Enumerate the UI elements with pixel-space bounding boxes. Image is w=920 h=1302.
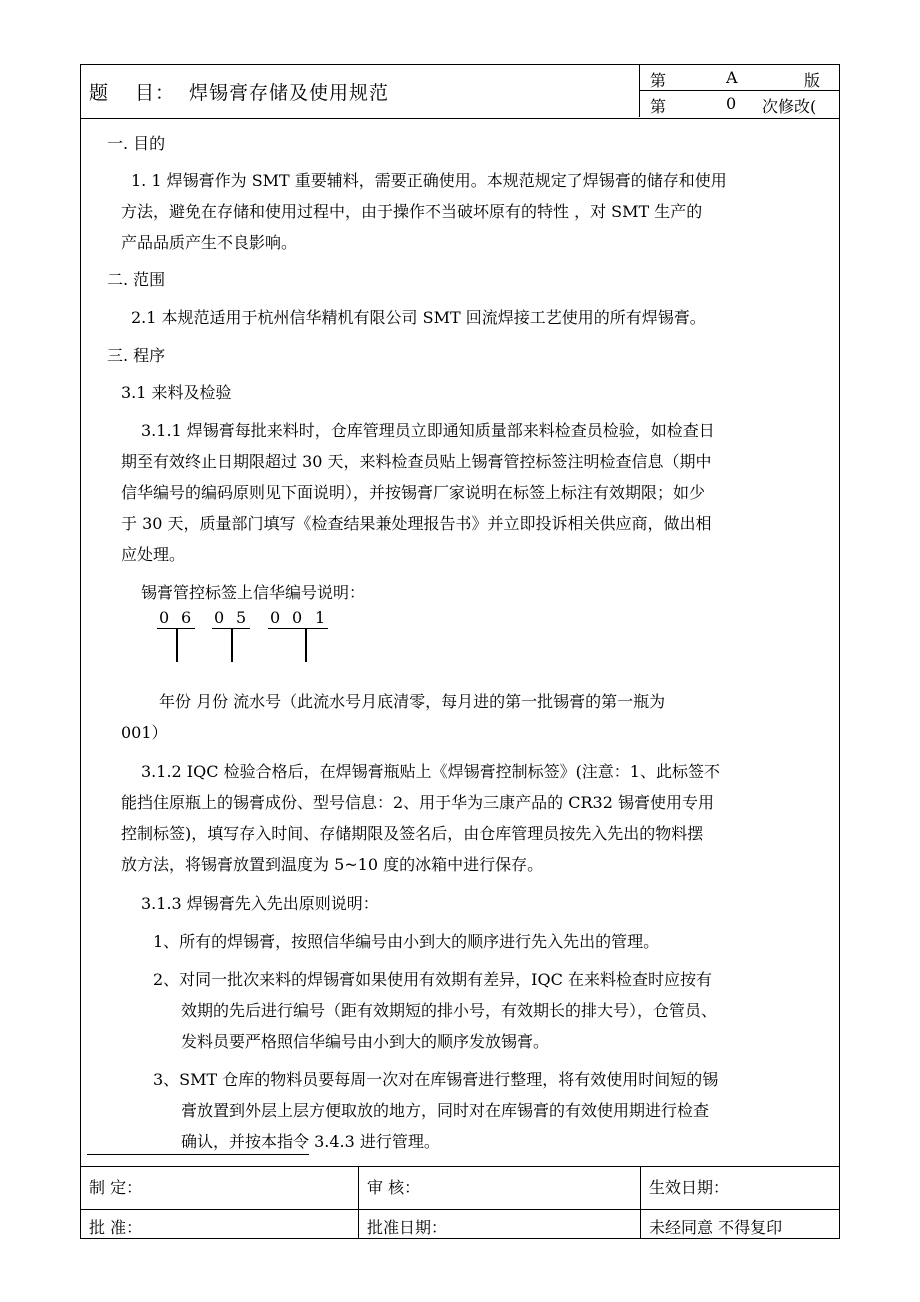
code-digit-7: 1 <box>315 608 326 627</box>
code-tick-serial <box>305 628 307 662</box>
title-label-2: 目： <box>135 82 176 104</box>
section-3-heading: 三. 程序 <box>107 346 166 365</box>
fifo-item-2-line-2: 效期的先后进行编号（距有效期短的排小号，有效期长的排大号），仓管员、 <box>181 1001 718 1020</box>
code-underline-serial <box>268 628 328 629</box>
code-digit-5: 0 <box>270 608 281 627</box>
para-3-1-1-line-2: 期至有效终止日期限超过 30 天，来料检查员贴上锡膏管控标签注明检查信息（期中 <box>121 452 712 471</box>
revision-row <box>640 91 839 117</box>
version-row <box>640 65 839 91</box>
code-digit-3: 0 <box>214 608 225 627</box>
fifo-item-3-line-1: 3、SMT 仓库的物料员要每周一次对在库锡膏进行整理，将有效使用时间短的锡 <box>153 1070 719 1089</box>
para-3-1-2-line-4: 放方法，将锡膏放置到温度为 5~10 度的冰箱中进行保存。 <box>121 855 544 874</box>
version-value: A <box>726 68 738 87</box>
code-legend-line-1: 年份 月份 流水号（此流水号月底清零，每月进的第一批锡膏的第一瓶为 <box>159 692 666 711</box>
version-prefix: 第 <box>650 71 667 90</box>
approved-by-label: 批 准： <box>89 1218 143 1237</box>
footer-row-2 <box>81 1209 839 1210</box>
para-3-1-1-line-4: 于 30 天，质量部门填写《检查结果兼处理报告书》并立即投诉相关供应商，做出相 <box>121 514 712 533</box>
para-3-1-2-line-1: 3.1.2 IQC 检验合格后，在焊锡膏瓶贴上《焊锡膏控制标签》(注意：1、此标签不 <box>141 762 720 781</box>
code-tick-month <box>231 628 233 662</box>
revision-suffix: 次修改( <box>762 97 817 116</box>
revision-box <box>639 65 839 117</box>
version-suffix: 版 <box>804 71 821 90</box>
footer-divider-1 <box>358 1167 359 1239</box>
title-label: 题 <box>89 82 110 104</box>
section-2-heading: 二. 范围 <box>107 270 166 289</box>
revision-value: 0 <box>726 94 737 113</box>
footnote-rule <box>87 1154 309 1155</box>
section-2-para: 2.1 本规范适用于杭州信华精机有限公司 SMT 回流焊接工艺使用的所有焊锡膏。 <box>131 308 706 327</box>
code-tick-year <box>176 628 178 662</box>
code-explanation-title: 锡膏管控标签上信华编号说明： <box>141 583 366 602</box>
code-legend-line-2: 001） <box>121 723 168 742</box>
no-copy-notice: 未经同意 不得复印 <box>649 1218 783 1237</box>
fifo-item-2-line-1: 2、对同一批次来料的焊锡膏如果使用有效期有差异，IQC 在来料检查时应按有 <box>153 970 712 989</box>
section-1-para-line-2: 方法，避免在存储和使用过程中，由于操作不当破坏原有的特性 ，对 SMT 生产的 <box>121 202 703 221</box>
document-frame <box>80 64 840 1239</box>
para-3-1-1-line-5: 应处理。 <box>121 545 186 564</box>
para-3-1-1-line-1: 3.1.1 焊锡膏每批来料时，仓库管理员立即通知质量部来料检查员检验，如检查日 <box>141 421 715 440</box>
fifo-item-1: 1、所有的焊锡膏，按照信华编号由小到大的顺序进行先入先出的管理。 <box>153 932 660 951</box>
document-title <box>89 78 389 105</box>
section-1-para-line-1: 1. 1 焊锡膏作为 SMT 重要辅料，需要正确使用。本规范规定了焊锡膏的储存和使用 <box>131 171 727 190</box>
code-digit-1: 0 <box>159 608 170 627</box>
code-digit-2: 6 <box>181 608 192 627</box>
para-3-1-3-heading: 3.1.3 焊锡膏先入先出原则说明： <box>141 894 379 913</box>
reviewed-by-label: 审 核： <box>367 1178 421 1197</box>
code-digit-6: 0 <box>292 608 303 627</box>
fifo-item-3-line-2: 膏放置到外层上层方便取放的地方，同时对在库锡膏的有效使用期进行检查 <box>181 1101 710 1120</box>
fifo-item-2-line-3: 发料员要严格照信华编号由小到大的顺序发放锡膏。 <box>181 1032 550 1051</box>
para-3-1-2-line-2: 能挡住原瓶上的锡膏成份、型号信息：2、用于华为三康产品的 CR32 锡膏使用专用 <box>121 793 715 812</box>
signature-footer <box>81 1166 839 1238</box>
approval-date-label: 批准日期： <box>367 1218 448 1237</box>
fifo-item-3-line-3: 确认，并按本指令 3.4.3 进行管理。 <box>181 1132 440 1151</box>
title-text: 焊锡膏存储及使用规范 <box>189 82 390 104</box>
revision-prefix: 第 <box>650 97 667 116</box>
para-3-1-2-line-3: 控制标签)，填写存入时间、存储期限及签名后，由仓库管理员按先入先出的物料摆 <box>121 824 704 843</box>
section-1-heading: 一. 目的 <box>107 134 166 153</box>
footer-divider-2 <box>640 1167 641 1239</box>
section-1-para-line-3: 产品品质产生不良影响。 <box>121 233 298 252</box>
document-header <box>81 65 839 119</box>
para-3-1-1-line-3: 信华编号的编码原则见下面说明），并按锡膏厂家说明在标签上标注有效期限；如少 <box>121 483 706 502</box>
made-by-label: 制 定： <box>89 1178 143 1197</box>
code-digit-4: 5 <box>236 608 247 627</box>
effective-date-label: 生效日期： <box>649 1178 730 1197</box>
section-3-1-heading: 3.1 来料及检验 <box>121 383 232 402</box>
